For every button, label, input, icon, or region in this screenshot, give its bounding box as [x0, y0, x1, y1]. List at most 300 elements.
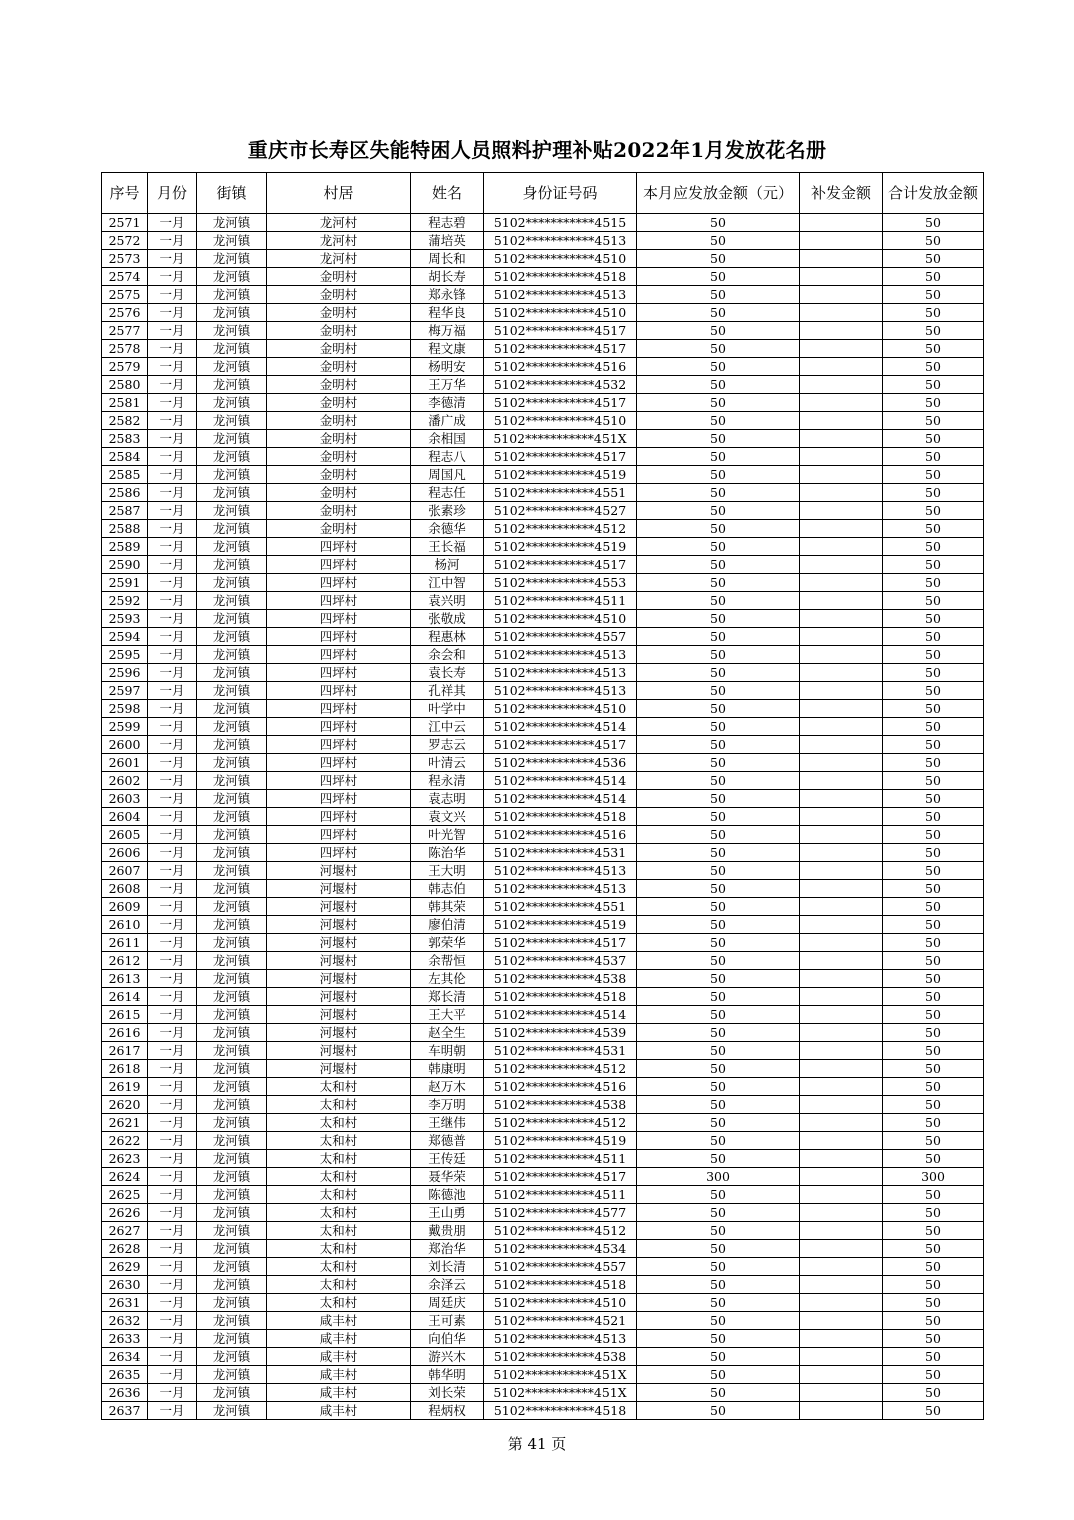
table-row: [102, 538, 984, 556]
month-cell: 一月: [148, 1312, 197, 1330]
village-cell: 四坪村: [267, 826, 411, 844]
id-number-cell: 5102***********4517: [484, 1168, 637, 1186]
town-cell: 龙河镇: [197, 412, 267, 430]
village-cell: 河堰村: [267, 1024, 411, 1042]
monthly-amount-cell: 50: [637, 880, 800, 898]
total-amount-cell: 50: [883, 1024, 984, 1042]
table-row: [102, 304, 984, 322]
table-row: [102, 754, 984, 772]
month-cell: 一月: [148, 538, 197, 556]
id-number-cell: 5102***********4518: [484, 988, 637, 1006]
name-cell: 韩志伯: [411, 880, 484, 898]
table-row: [102, 772, 984, 790]
back-pay-cell: [800, 610, 883, 628]
monthly-amount-cell: 50: [637, 430, 800, 448]
town-cell: 龙河镇: [197, 1132, 267, 1150]
id-number-cell: 5102***********4519: [484, 466, 637, 484]
name-cell: 郑德普: [411, 1132, 484, 1150]
back-pay-cell: [800, 754, 883, 772]
seq-cell: 2628: [102, 1240, 148, 1258]
seq-cell: 2601: [102, 754, 148, 772]
village-cell: 四坪村: [267, 628, 411, 646]
seq-cell: 2603: [102, 790, 148, 808]
village-cell: 太和村: [267, 1222, 411, 1240]
total-amount-cell: 50: [883, 1366, 984, 1384]
seq-cell: 2612: [102, 952, 148, 970]
town-cell: 龙河镇: [197, 880, 267, 898]
seq-cell: 2605: [102, 826, 148, 844]
back-pay-cell: [800, 1150, 883, 1168]
monthly-amount-cell: 50: [637, 358, 800, 376]
monthly-amount-cell: 50: [637, 1276, 800, 1294]
town-cell: 龙河镇: [197, 844, 267, 862]
seq-cell: 2629: [102, 1258, 148, 1276]
name-cell: 余会和: [411, 646, 484, 664]
month-cell: 一月: [148, 1222, 197, 1240]
seq-cell: 2587: [102, 502, 148, 520]
seq-cell: 2591: [102, 574, 148, 592]
town-cell: 龙河镇: [197, 664, 267, 682]
month-cell: 一月: [148, 826, 197, 844]
name-cell: 程文康: [411, 340, 484, 358]
total-amount-cell: 50: [883, 1258, 984, 1276]
back-pay-cell: [800, 1132, 883, 1150]
id-number-cell: 5102***********4517: [484, 448, 637, 466]
town-cell: 龙河镇: [197, 718, 267, 736]
back-pay-cell: [800, 952, 883, 970]
town-cell: 龙河镇: [197, 934, 267, 952]
header-cell-name: 姓名: [411, 173, 484, 214]
village-cell: 四坪村: [267, 574, 411, 592]
month-cell: 一月: [148, 430, 197, 448]
village-cell: 太和村: [267, 1132, 411, 1150]
month-cell: 一月: [148, 322, 197, 340]
village-cell: 太和村: [267, 1078, 411, 1096]
seq-cell: 2581: [102, 394, 148, 412]
total-amount-cell: 50: [883, 520, 984, 538]
seq-cell: 2624: [102, 1168, 148, 1186]
name-cell: 王大明: [411, 862, 484, 880]
seq-cell: 2579: [102, 358, 148, 376]
month-cell: 一月: [148, 1132, 197, 1150]
seq-cell: 2617: [102, 1042, 148, 1060]
month-cell: 一月: [148, 466, 197, 484]
monthly-amount-cell: 50: [637, 1132, 800, 1150]
table-row: [102, 1240, 984, 1258]
id-number-cell: 5102***********4532: [484, 376, 637, 394]
town-cell: 龙河镇: [197, 826, 267, 844]
id-number-cell: 5102***********4510: [484, 304, 637, 322]
id-number-cell: 5102***********4537: [484, 952, 637, 970]
monthly-amount-cell: 50: [637, 610, 800, 628]
back-pay-cell: [800, 214, 883, 232]
total-amount-cell: 50: [883, 556, 984, 574]
town-cell: 龙河镇: [197, 1366, 267, 1384]
seq-cell: 2584: [102, 448, 148, 466]
seq-cell: 2637: [102, 1402, 148, 1420]
village-cell: 太和村: [267, 1294, 411, 1312]
monthly-amount-cell: 50: [637, 646, 800, 664]
name-cell: 袁文兴: [411, 808, 484, 826]
table-row: [102, 844, 984, 862]
seq-cell: 2615: [102, 1006, 148, 1024]
monthly-amount-cell: 50: [637, 304, 800, 322]
monthly-amount-cell: 50: [637, 988, 800, 1006]
back-pay-cell: [800, 898, 883, 916]
name-cell: 张素珍: [411, 502, 484, 520]
name-cell: 江中云: [411, 718, 484, 736]
monthly-amount-cell: 50: [637, 790, 800, 808]
back-pay-cell: [800, 1330, 883, 1348]
id-number-cell: 5102***********4518: [484, 1276, 637, 1294]
town-cell: 龙河镇: [197, 736, 267, 754]
id-number-cell: 5102***********4512: [484, 1222, 637, 1240]
total-amount-cell: 50: [883, 1384, 984, 1402]
id-number-cell: 5102***********451X: [484, 430, 637, 448]
id-number-cell: 5102***********4521: [484, 1312, 637, 1330]
total-amount-cell: 50: [883, 430, 984, 448]
back-pay-cell: [800, 1258, 883, 1276]
monthly-amount-cell: 50: [637, 826, 800, 844]
town-cell: 龙河镇: [197, 466, 267, 484]
name-cell: 韩康明: [411, 1060, 484, 1078]
id-number-cell: 5102***********4517: [484, 394, 637, 412]
village-cell: 金明村: [267, 448, 411, 466]
name-cell: 车明朝: [411, 1042, 484, 1060]
town-cell: 龙河镇: [197, 1186, 267, 1204]
monthly-amount-cell: 50: [637, 1258, 800, 1276]
name-cell: 程永清: [411, 772, 484, 790]
table-row: [102, 880, 984, 898]
town-cell: 龙河镇: [197, 1042, 267, 1060]
village-cell: 太和村: [267, 1258, 411, 1276]
total-amount-cell: 50: [883, 754, 984, 772]
town-cell: 龙河镇: [197, 430, 267, 448]
table-row: [102, 1222, 984, 1240]
name-cell: 周廷庆: [411, 1294, 484, 1312]
table-row: [102, 448, 984, 466]
total-amount-cell: 50: [883, 1096, 984, 1114]
id-number-cell: 5102***********4510: [484, 700, 637, 718]
id-number-cell: 5102***********4519: [484, 538, 637, 556]
town-cell: 龙河镇: [197, 286, 267, 304]
header-cell-monthly-amount: 本月应发放金额（元）: [637, 173, 800, 214]
village-cell: 金明村: [267, 502, 411, 520]
town-cell: 龙河镇: [197, 304, 267, 322]
total-amount-cell: 50: [883, 970, 984, 988]
back-pay-cell: [800, 574, 883, 592]
table-row: [102, 1078, 984, 1096]
id-number-cell: 5102***********4513: [484, 646, 637, 664]
table-row: [102, 286, 984, 304]
table-row: [102, 1150, 984, 1168]
village-cell: 四坪村: [267, 808, 411, 826]
month-cell: 一月: [148, 808, 197, 826]
id-number-cell: 5102***********4534: [484, 1240, 637, 1258]
id-number-cell: 5102***********4517: [484, 556, 637, 574]
id-number-cell: 5102***********4577: [484, 1204, 637, 1222]
table-row: [102, 826, 984, 844]
seq-cell: 2636: [102, 1384, 148, 1402]
month-cell: 一月: [148, 772, 197, 790]
village-cell: 河堰村: [267, 898, 411, 916]
id-number-cell: 5102***********4513: [484, 1330, 637, 1348]
village-cell: 太和村: [267, 1096, 411, 1114]
seq-cell: 2604: [102, 808, 148, 826]
village-cell: 河堰村: [267, 862, 411, 880]
month-cell: 一月: [148, 1204, 197, 1222]
monthly-amount-cell: 50: [637, 1078, 800, 1096]
month-cell: 一月: [148, 1150, 197, 1168]
id-number-cell: 5102***********4557: [484, 1258, 637, 1276]
table-row: [102, 394, 984, 412]
total-amount-cell: 50: [883, 448, 984, 466]
back-pay-cell: [800, 934, 883, 952]
month-cell: 一月: [148, 1042, 197, 1060]
seq-cell: 2625: [102, 1186, 148, 1204]
village-cell: 四坪村: [267, 718, 411, 736]
total-amount-cell: 50: [883, 214, 984, 232]
back-pay-cell: [800, 844, 883, 862]
name-cell: 程志八: [411, 448, 484, 466]
name-cell: 程志碧: [411, 214, 484, 232]
name-cell: 余德华: [411, 520, 484, 538]
back-pay-cell: [800, 826, 883, 844]
village-cell: 金明村: [267, 340, 411, 358]
back-pay-cell: [800, 682, 883, 700]
seq-cell: 2606: [102, 844, 148, 862]
town-cell: 龙河镇: [197, 952, 267, 970]
table-row: [102, 1042, 984, 1060]
name-cell: 李万明: [411, 1096, 484, 1114]
header-cell-id-number: 身份证号码: [484, 173, 637, 214]
roster-table: [101, 172, 984, 1420]
seq-cell: 2573: [102, 250, 148, 268]
name-cell: 赵全生: [411, 1024, 484, 1042]
monthly-amount-cell: 50: [637, 1330, 800, 1348]
seq-cell: 2592: [102, 592, 148, 610]
table-row: [102, 970, 984, 988]
village-cell: 金明村: [267, 358, 411, 376]
back-pay-cell: [800, 1096, 883, 1114]
id-number-cell: 5102***********4531: [484, 844, 637, 862]
id-number-cell: 5102***********4513: [484, 232, 637, 250]
table-row: [102, 1330, 984, 1348]
id-number-cell: 5102***********4511: [484, 1150, 637, 1168]
id-number-cell: 5102***********4513: [484, 286, 637, 304]
seq-cell: 2611: [102, 934, 148, 952]
month-cell: 一月: [148, 1402, 197, 1420]
village-cell: 河堰村: [267, 970, 411, 988]
back-pay-cell: [800, 394, 883, 412]
village-cell: 四坪村: [267, 664, 411, 682]
header-row: [102, 173, 984, 214]
name-cell: 江中智: [411, 574, 484, 592]
month-cell: 一月: [148, 286, 197, 304]
id-number-cell: 5102***********4513: [484, 862, 637, 880]
seq-cell: 2621: [102, 1114, 148, 1132]
monthly-amount-cell: 50: [637, 1294, 800, 1312]
back-pay-cell: [800, 376, 883, 394]
back-pay-cell: [800, 1204, 883, 1222]
town-cell: 龙河镇: [197, 484, 267, 502]
total-amount-cell: 50: [883, 340, 984, 358]
town-cell: 龙河镇: [197, 592, 267, 610]
header-cell-month: 月份: [148, 173, 197, 214]
month-cell: 一月: [148, 754, 197, 772]
id-number-cell: 5102***********4518: [484, 808, 637, 826]
table-row: [102, 808, 984, 826]
seq-cell: 2610: [102, 916, 148, 934]
table-row: [102, 322, 984, 340]
name-cell: 杨明安: [411, 358, 484, 376]
monthly-amount-cell: 300: [637, 1168, 800, 1186]
name-cell: 聂华荣: [411, 1168, 484, 1186]
month-cell: 一月: [148, 1366, 197, 1384]
seq-cell: 2574: [102, 268, 148, 286]
name-cell: 潘广成: [411, 412, 484, 430]
town-cell: 龙河镇: [197, 790, 267, 808]
monthly-amount-cell: 50: [637, 844, 800, 862]
id-number-cell: 5102***********4519: [484, 916, 637, 934]
village-cell: 河堰村: [267, 916, 411, 934]
total-amount-cell: 50: [883, 322, 984, 340]
town-cell: 龙河镇: [197, 1258, 267, 1276]
town-cell: 龙河镇: [197, 1024, 267, 1042]
town-cell: 龙河镇: [197, 700, 267, 718]
village-cell: 四坪村: [267, 646, 411, 664]
village-cell: 咸丰村: [267, 1402, 411, 1420]
name-cell: 蒲培英: [411, 232, 484, 250]
village-cell: 咸丰村: [267, 1348, 411, 1366]
seq-cell: 2608: [102, 880, 148, 898]
total-amount-cell: 50: [883, 628, 984, 646]
total-amount-cell: 50: [883, 736, 984, 754]
village-cell: 金明村: [267, 268, 411, 286]
seq-cell: 2620: [102, 1096, 148, 1114]
village-cell: 龙河村: [267, 232, 411, 250]
back-pay-cell: [800, 880, 883, 898]
monthly-amount-cell: 50: [637, 592, 800, 610]
table-row: [102, 718, 984, 736]
back-pay-cell: [800, 250, 883, 268]
month-cell: 一月: [148, 700, 197, 718]
back-pay-cell: [800, 772, 883, 790]
back-pay-cell: [800, 1312, 883, 1330]
village-cell: 金明村: [267, 520, 411, 538]
table-row: [102, 556, 984, 574]
total-amount-cell: 50: [883, 1348, 984, 1366]
name-cell: 王继伟: [411, 1114, 484, 1132]
seq-cell: 2590: [102, 556, 148, 574]
monthly-amount-cell: 50: [637, 1114, 800, 1132]
town-cell: 龙河镇: [197, 1402, 267, 1420]
name-cell: 王万华: [411, 376, 484, 394]
monthly-amount-cell: 50: [637, 664, 800, 682]
seq-cell: 2613: [102, 970, 148, 988]
table-row: [102, 1186, 984, 1204]
id-number-cell: 5102***********4538: [484, 1348, 637, 1366]
town-cell: 龙河镇: [197, 250, 267, 268]
month-cell: 一月: [148, 592, 197, 610]
monthly-amount-cell: 50: [637, 232, 800, 250]
month-cell: 一月: [148, 574, 197, 592]
id-number-cell: 5102***********4517: [484, 934, 637, 952]
back-pay-cell: [800, 646, 883, 664]
back-pay-cell: [800, 1186, 883, 1204]
month-cell: 一月: [148, 304, 197, 322]
back-pay-cell: [800, 988, 883, 1006]
table-row: [102, 340, 984, 358]
id-number-cell: 5102***********4515: [484, 214, 637, 232]
back-pay-cell: [800, 1168, 883, 1186]
id-number-cell: 5102***********4511: [484, 592, 637, 610]
seq-cell: 2586: [102, 484, 148, 502]
month-cell: 一月: [148, 628, 197, 646]
id-number-cell: 5102***********4531: [484, 1042, 637, 1060]
village-cell: 金明村: [267, 286, 411, 304]
town-cell: 龙河镇: [197, 1060, 267, 1078]
town-cell: 龙河镇: [197, 916, 267, 934]
town-cell: 龙河镇: [197, 1204, 267, 1222]
town-cell: 龙河镇: [197, 538, 267, 556]
total-amount-cell: 50: [883, 646, 984, 664]
seq-cell: 2572: [102, 232, 148, 250]
id-number-cell: 5102***********4518: [484, 268, 637, 286]
name-cell: 郑永锋: [411, 286, 484, 304]
monthly-amount-cell: 50: [637, 466, 800, 484]
back-pay-cell: [800, 808, 883, 826]
village-cell: 河堰村: [267, 880, 411, 898]
name-cell: 王传廷: [411, 1150, 484, 1168]
town-cell: 龙河镇: [197, 610, 267, 628]
id-number-cell: 5102***********4519: [484, 1132, 637, 1150]
town-cell: 龙河镇: [197, 376, 267, 394]
name-cell: 程志任: [411, 484, 484, 502]
name-cell: 王长福: [411, 538, 484, 556]
town-cell: 龙河镇: [197, 772, 267, 790]
table-row: [102, 1204, 984, 1222]
back-pay-cell: [800, 556, 883, 574]
table-row: [102, 916, 984, 934]
seq-cell: 2598: [102, 700, 148, 718]
monthly-amount-cell: 50: [637, 484, 800, 502]
seq-cell: 2630: [102, 1276, 148, 1294]
table-row: [102, 358, 984, 376]
name-cell: 余相国: [411, 430, 484, 448]
seq-cell: 2588: [102, 520, 148, 538]
table-row: [102, 1132, 984, 1150]
monthly-amount-cell: 50: [637, 754, 800, 772]
id-number-cell: 5102***********4538: [484, 1096, 637, 1114]
village-cell: 四坪村: [267, 736, 411, 754]
name-cell: 周国凡: [411, 466, 484, 484]
month-cell: 一月: [148, 1060, 197, 1078]
table-row: [102, 250, 984, 268]
total-amount-cell: 50: [883, 268, 984, 286]
month-cell: 一月: [148, 502, 197, 520]
town-cell: 龙河镇: [197, 898, 267, 916]
monthly-amount-cell: 50: [637, 448, 800, 466]
village-cell: 四坪村: [267, 538, 411, 556]
total-amount-cell: 50: [883, 376, 984, 394]
monthly-amount-cell: 50: [637, 1204, 800, 1222]
name-cell: 袁兴明: [411, 592, 484, 610]
table-row: [102, 628, 984, 646]
month-cell: 一月: [148, 1240, 197, 1258]
seq-cell: 2633: [102, 1330, 148, 1348]
town-cell: 龙河镇: [197, 1276, 267, 1294]
